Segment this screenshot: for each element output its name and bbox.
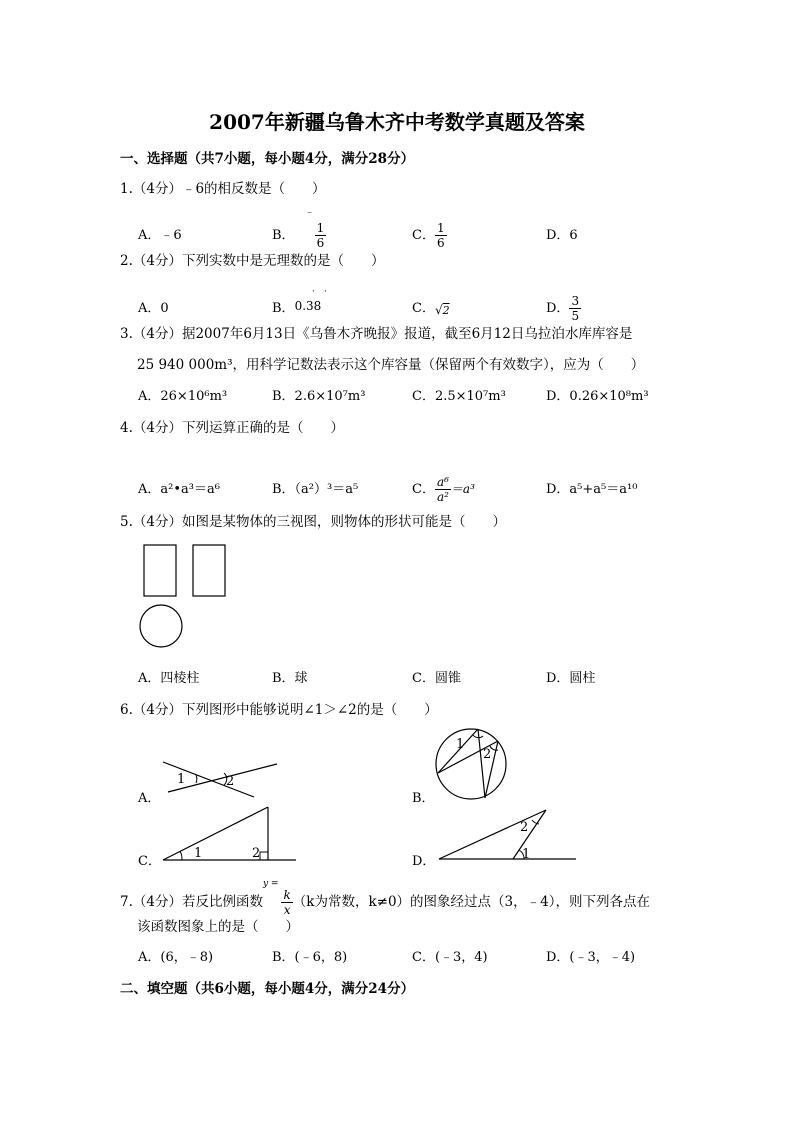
q5-option-b: B．球 [272, 671, 308, 686]
q6-option-a: A． [138, 791, 161, 806]
q3-option-b: B．2.6×10⁷m³ [272, 389, 366, 404]
question-2-stem: 2.（4分）下列实数中是无理数的是（ ） [120, 253, 385, 269]
q5-option-d: D．圆柱 [546, 671, 596, 686]
question-7-stem-line1: 7.（4分）若反比例函数y = $\frac{k}{x}$ （k为常数，k≠0）的图象经过点（3，﹣4），则下列各点在 [120, 879, 650, 917]
q5-option-c: C．圆锥 [412, 671, 461, 686]
figure-d-label-2: 2 [520, 820, 529, 835]
section-heading-choice: 一、选择题（共7小题，每小题4分，满分28分） [120, 151, 415, 167]
question-3-stem-line1: 3.（4分）据2007年6月13日《乌鲁木齐晚报》报道，截至6月12日乌拉泊水库库容是 [120, 326, 633, 342]
q4-option-c: C． $\frac{\text{a⁶}}{\text{a²}}$ ＝a³ [412, 475, 475, 504]
q6-figure-c [160, 804, 300, 864]
question-6-stem: 6.（4分）下列图形中能够说明∠1＞∠2的是（ ） [120, 702, 438, 718]
q2-option-d: D． $\frac{3}{5}$ [546, 294, 580, 323]
q4-option-b: B．（a²）³＝a⁵ [272, 482, 359, 497]
q6-option-b: B． [412, 791, 435, 806]
q3-option-c: C．2.5×10⁷m³ [412, 389, 506, 404]
front-view-rect [144, 545, 176, 596]
q6-figure-b [432, 724, 512, 804]
three-view-figure [138, 542, 238, 652]
q1-option-c: C． $\frac{1}{6}$ [412, 221, 445, 250]
q7-option-b: B．(﹣6，8) [272, 950, 348, 965]
question-7-stem-line2: 该函数图象上的是（ ） [137, 919, 299, 935]
figure-c-label-2: 2 [252, 846, 261, 861]
q1-option-d: D．6 [546, 228, 578, 243]
question-3-stem-line2: 25 940 000m³，用科学记数法表示这个库容量（保留两个有效数字），应为（ ） [137, 357, 645, 373]
section-heading-fill-in: 二、填空题（共6小题，每小题4分，满分24分） [120, 981, 415, 997]
figure-a-label-2: 2 [226, 774, 235, 789]
q4-option-a: A．a²•a³＝a⁶ [138, 482, 220, 497]
question-1-stem: 1.（4分）﹣6的相反数是（ ） [120, 181, 326, 197]
q4-option-d: D．a⁵+a⁵＝a¹⁰ [546, 482, 638, 497]
q6-option-c: C． [138, 854, 161, 869]
page-title: 2007年新疆乌鲁木齐中考数学真题及答案 [209, 110, 585, 134]
q3-option-a: A．26×10⁶m³ [138, 389, 228, 404]
top-view-circle [140, 605, 182, 647]
figure-b-label-1: 1 [456, 737, 465, 752]
figure-d-label-1: 1 [522, 847, 531, 862]
figure-a-label-1: 1 [177, 772, 186, 787]
q3-option-d: D．0.26×10⁸m³ [546, 389, 649, 404]
q6-figure-d [436, 806, 581, 862]
figure-b-label-2: 2 [483, 747, 492, 762]
q7-option-a: A．(6，﹣8) [138, 950, 214, 965]
q1-option-a: A．﹣6 [138, 228, 182, 243]
q7-option-c: C．(﹣3，4) [412, 950, 488, 965]
q1-option-b: B．﹣ $\frac{1}{6}$ [272, 207, 325, 250]
side-view-rect [193, 545, 225, 596]
question-5-stem: 5.（4分）如图是某物体的三视图，则物体的形状可能是（ ） [120, 514, 506, 530]
q5-option-a: A．四棱柱 [138, 671, 200, 686]
q6-option-d: D． [412, 854, 436, 869]
figure-c-label-1: 1 [194, 846, 203, 861]
q7-option-d: D．(﹣3，﹣4) [546, 950, 636, 965]
q2-option-b: B．0.38 · · [272, 287, 327, 316]
q2-option-a: A．0 [138, 301, 169, 316]
question-4-stem: 4.（4分）下列运算正确的是（ ） [120, 420, 344, 436]
q6-figure-a [160, 752, 280, 802]
q2-option-c: C．√2 [412, 301, 450, 317]
